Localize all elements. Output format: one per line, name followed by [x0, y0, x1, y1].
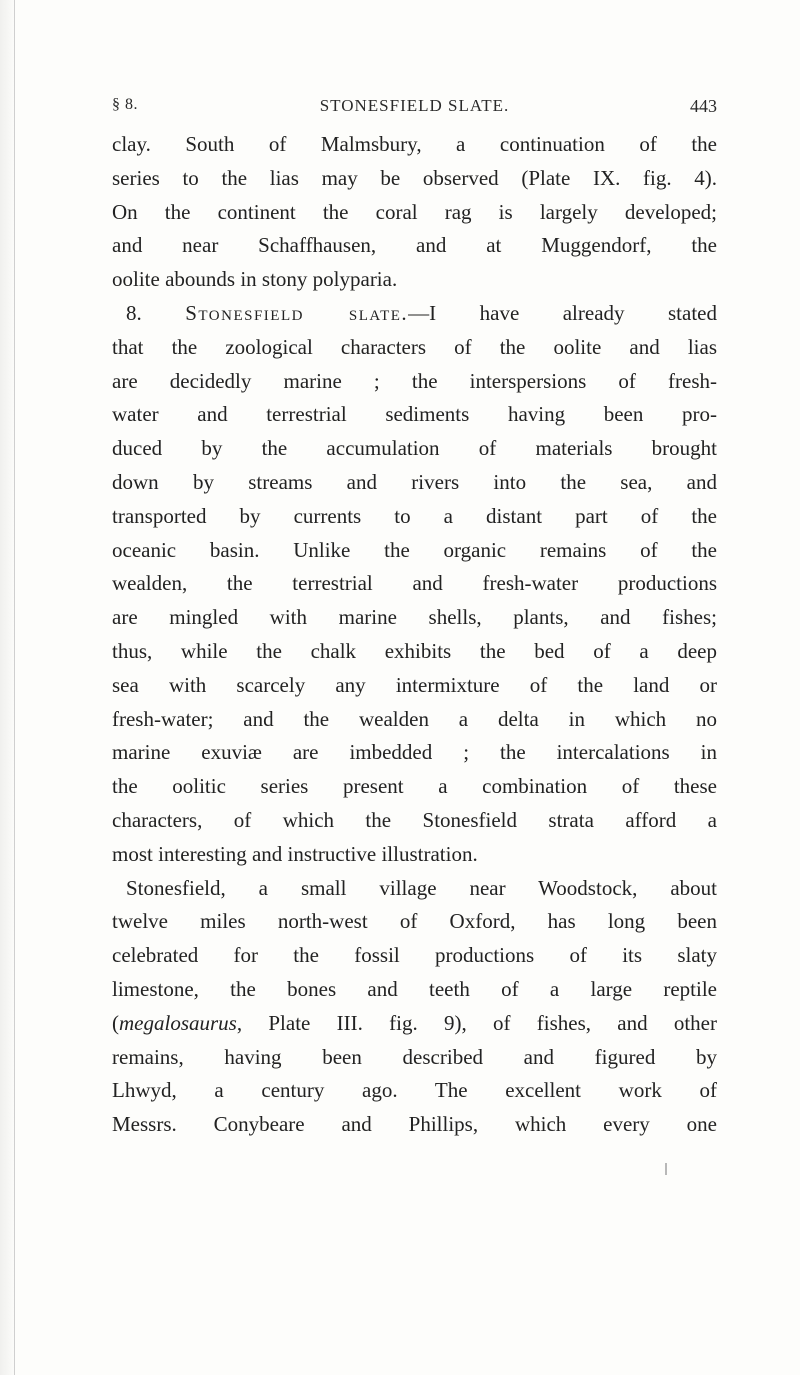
text-line: Messrs. Conybeare and Phillips, which every one [112, 1112, 717, 1137]
text-line: thus, while the chalk exhibits the bed of a deep [112, 638, 717, 663]
text-fragment: , Plate III. fig. 9), of fishes, and other [236, 1010, 717, 1035]
text-line: are decidedly marine ; the interspersions of fresh- [112, 368, 717, 393]
section-number: 8. [126, 300, 142, 325]
section-heading: Stonesfield slate. [185, 300, 409, 325]
text-line: fresh-water; and the wealden a delta in which no [112, 706, 717, 731]
text-line-with-italic [112, 1007, 717, 1041]
text-line: oolite abounds in stony polyparia. [112, 267, 398, 292]
running-header [112, 96, 717, 122]
text-line: transported by currents to a distant part of the [112, 503, 717, 528]
italic-term: megalosaurus [119, 1010, 237, 1035]
text-line: On the continent the coral rag is largely developed; [112, 199, 717, 224]
text-line: Lhwyd, a century ago. The excellent work of [112, 1078, 717, 1103]
text-line: oceanic basin. Unlike the organic remains of the [112, 537, 717, 562]
text-fragment: —I have already stated [408, 300, 717, 325]
text-line: that the zoological characters of the oolite and lias [112, 334, 717, 359]
page-gutter [0, 0, 15, 1375]
text-line: water and terrestrial sediments having been pro- [112, 402, 717, 427]
text-line: characters, of which the Stonesfield strata afford a [112, 807, 717, 832]
text-line: series to the lias may be observed (Plate IX. fig. 4). [112, 165, 717, 190]
text-line: Stonesfield, a small village near Woodstock, about [126, 875, 717, 900]
text-line: most interesting and instructive illustration. [112, 841, 478, 866]
text-line: and near Schaffhausen, and at Muggendorf, the [112, 233, 717, 258]
text-line: marine exuviæ are imbedded ; the intercalations in [112, 740, 717, 765]
print-mark [665, 1163, 667, 1175]
text-line: limestone, the bones and teeth of a large reptile [112, 976, 717, 1001]
section-heading-line [112, 297, 717, 331]
section-mark: § 8. [112, 96, 138, 113]
text-line: duced by the accumulation of materials brought [112, 436, 717, 461]
text-line: celebrated for the fossil productions of its slaty [112, 943, 717, 968]
running-title: STONESFIELD SLATE. [319, 96, 510, 115]
text-line: remains, having been described and figured by [112, 1044, 717, 1069]
text-line: are mingled with marine shells, plants, and fishes; [112, 605, 717, 630]
body-text [112, 128, 717, 1142]
text-line: clay. South of Malmsbury, a continuation of the [112, 132, 717, 156]
text-line: the oolitic series present a combination of these [112, 774, 717, 799]
text-line: twelve miles north-west of Oxford, has long been [112, 909, 717, 934]
text-line: wealden, the terrestrial and fresh-water productions [112, 571, 717, 596]
text-fragment: ( [112, 1010, 119, 1035]
text-line: sea with scarcely any intermixture of the land or [112, 672, 717, 697]
page-number: 443 [690, 96, 717, 116]
text-line: down by streams and rivers into the sea, and [112, 469, 717, 494]
